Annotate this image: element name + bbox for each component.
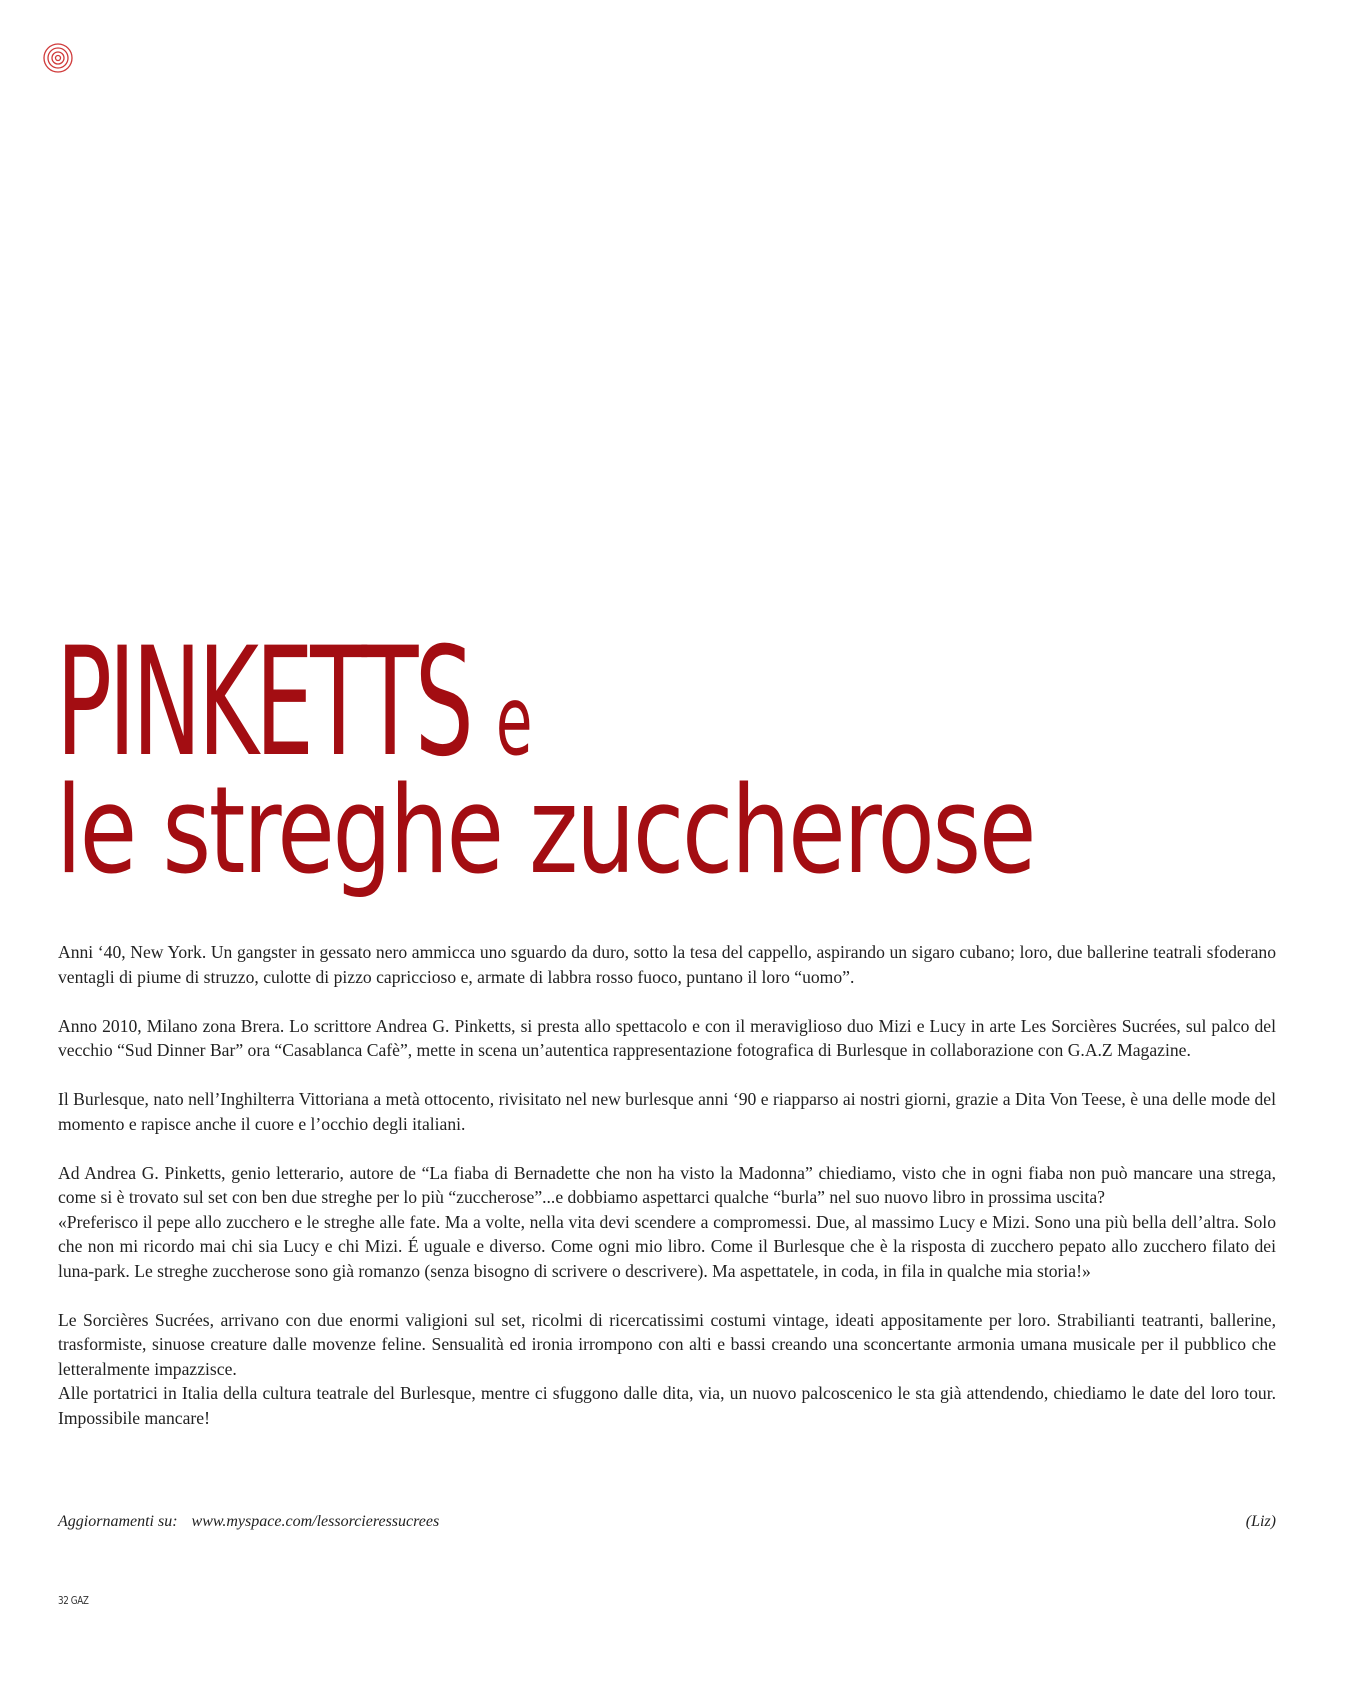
paragraph-burlesque: Il Burlesque, nato nell’Inghilterra Vittoriana a metà ottocento, rivisitato nel new burlesque anni ‘90 e riapparso ai nostri giorni, grazie a Dita Von Teese, è una delle mode del momento e rapisce anche il cuore e l’occhio degli italiani.	[58, 1089, 1276, 1134]
myspace-link[interactable]: www.myspace.com/lessorcieressucrees	[191, 1513, 440, 1530]
paragraph-intro: Anni ‘40, New York. Un gangster in gessato nero ammicca uno sguardo da duro, sotto la tesa del cappello, aspirando un sigaro cubano; loro, due ballerine teatrali sfoderano ventagli di piume di struzzo, culotte di pizzo capriccioso e, armate di labbra rosso fuoco, puntano il loro “uomo”.	[58, 942, 1276, 987]
title-line-2: le streghe zuccherose	[56, 762, 1035, 901]
title-main: PINKETTS	[56, 616, 471, 790]
paragraph-question: Ad Andrea G. Pinketts, genio letterario, autore de “La fiaba di Bernadette che non ha visto la Madonna” chiediamo, visto che in ogni fiaba non può mancare una strega, come si è trovato sul set con ben due streghe per lo più “zuccherose”...e dobbiamo aspettarci qualche “burla” nel suo nuovo libro in prossima uscita?	[58, 1162, 1276, 1207]
page-number: 32 GAZ	[58, 1594, 89, 1607]
paragraph-sorcieres: Le Sorcières Sucrées, arrivano con due enormi valigioni sul set, ricolmi di ricercatissimi costumi vintage, ideati appositamente per loro. Strabilianti teatranti, ballerine, trasformiste, sinuose creature dalle movenze feline. Sensualità ed ironia irrompono con alti e bassi creando una sconcertante armonia umana musicale per il pubblico che letteralmente impazzisce.	[58, 1309, 1276, 1379]
updates-label: Aggiornamenti su:	[58, 1513, 178, 1530]
paragraph-quote: «Preferisco il pepe allo zucchero e le streghe alle fate. Ma a volte, nella vita devi scendere a compromessi. Due, al massimo Lucy e Mizi. Sono una più bella dell’altra. Solo che non mi ricordo mai chi sia Lucy e chi Mizi. É uguale e diverso. Come ogni mio libro. Come il Burlesque che è la risposta di zucchero pepato allo zucchero filato dei luna-park. Le streghe zuccherose sono già romanzo (senza bisogno di scrivere o descrivere). Ma aspettatele, in coda, in fila in qualche mia storia!»	[58, 1211, 1276, 1281]
article-body	[58, 940, 1276, 1430]
article-title	[56, 616, 1310, 901]
concentric-circles-icon	[42, 42, 74, 74]
title-connector: e	[495, 665, 533, 777]
updates-note	[58, 1513, 439, 1531]
paragraph-tour: Alle portatrici in Italia della cultura teatrale del Burlesque, mentre ci sfuggono dalle dita, via, un nuovo palcoscenico le sta già attendendo, chiediamo le date del loro tour. Impossibile mancare!	[58, 1383, 1276, 1428]
paragraph-milano: Anno 2010, Milano zona Brera. Lo scrittore Andrea G. Pinketts, si presta allo spettacolo e con il meraviglioso duo Mizi e Lucy in arte Les Sorcières Sucrées, sul palco del vecchio “Sud Dinner Bar” ora “Casablanca Cafè”, mette in scena un’autentica rappresentazione fotografica di Burlesque in collaborazione con G.A.Z Magazine.	[58, 1015, 1276, 1060]
article-footer	[58, 1513, 1276, 1531]
author-signature: (Liz)	[1245, 1513, 1276, 1530]
